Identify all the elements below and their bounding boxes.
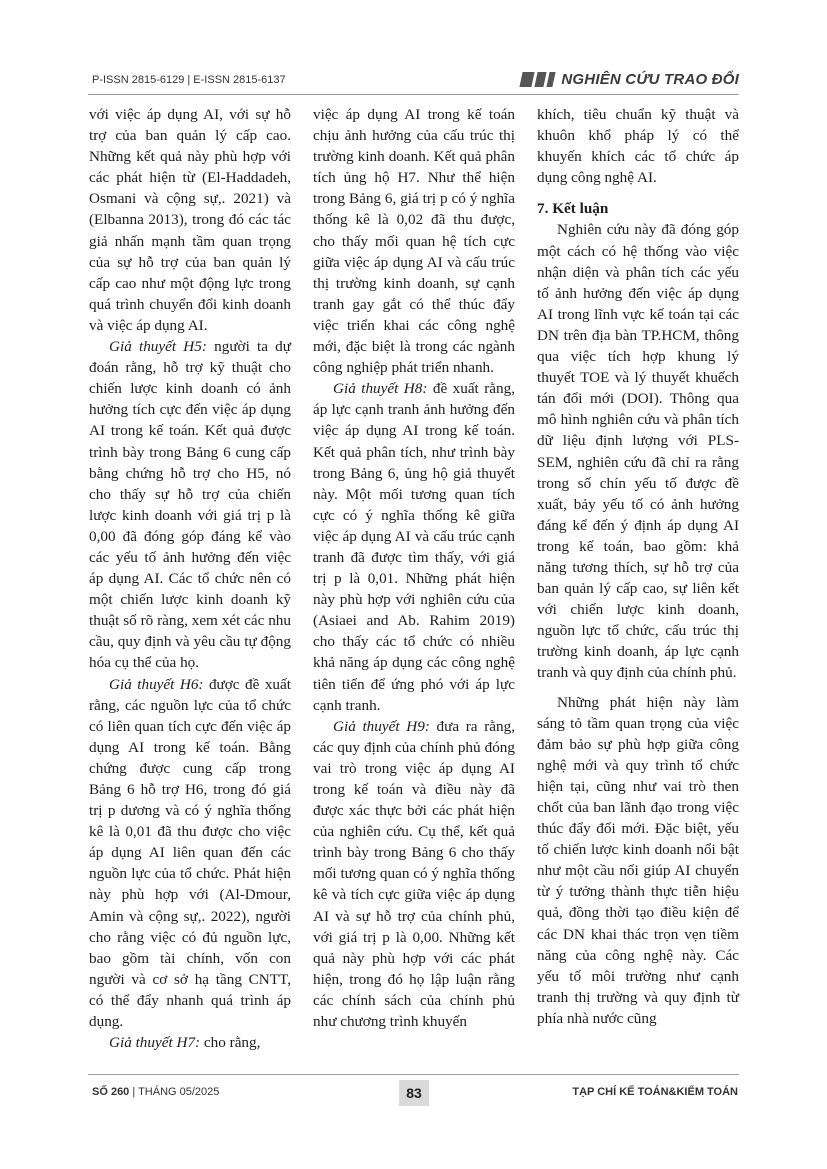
hypothesis-label: Giả thuyết H6: [109, 675, 204, 693]
section-heading: 7. Kết luận [537, 200, 609, 218]
section-header [521, 70, 739, 88]
paragraph-h9 [313, 716, 515, 1032]
hypothesis-text: đưa ra rằng, các quy định của chính phủ đóng vai trò trong việc áp dụng AI trong kế toán và điều này đã được xác thực bởi các phát hiện của nghiên cứu. Cụ thể, kết quả trình bày trong Bảng 6 cho thấy mối tương quan có ý nghĩa thống kê và tích cực giữa việc áp dụng AI và sự hỗ trợ của chính phủ, với giá trị p là 0,00. Những kết quả này phù hợp với các phát hiện, trong đó họ lập luận rằng các chính sách của chính phủ như chương trình khuyến [313, 717, 515, 1031]
hypothesis-label: Giả thuyết H8: [333, 380, 428, 398]
paragraph: Những phát hiện này làm sáng tỏ tầm quan trọng của việc đảm bảo sự phù hợp giữa công nghệ mới và quy trình tổ chức hiện tại, cũng như vai trò then chốt của ban lãnh đạo trong việc thúc đẩy đổi mới. Đặc biệt, yếu tố chiến lược kinh doanh nổi bật như một cầu nối giúp AI chuyển từ ý tưởng thành thực tiễn hiệu quả, đồng thời tạo điều kiện để các DN khai thác trọn vẹn tiềm năng của công nghệ này. Các yếu tố môi trường như cạnh tranh thị trường và quy định từ phía nhà nước cũng [537, 693, 739, 1027]
header-bar-decoration [520, 72, 535, 87]
paragraph: với việc áp dụng AI, với sự hỗ trợ của ban quản lý cấp cao. Những kết quả này phù hợp với các phát hiện từ (El-Haddadeh, Osmani và cộng sự,. 2021) và (Elbanna 2013), trong đó các tác giả nhấn mạnh tầm quan trọng của sự hỗ trợ của ban quản lý cấp cao như một động lực trong quá trình chuyển đổi kinh doanh và việc áp dụng AI. [89, 106, 291, 334]
issue-number: SỐ 260 [92, 1086, 130, 1098]
header-bar-decoration [535, 72, 547, 87]
hypothesis-text: được đề xuất rằng, các nguồn lực của tổ chức có liên quan tích cực đến việc áp dụng AI trong kế toán. Bằng chứng được cung cấp trong Bảng 6 hỗ trợ H6, trong đó giá trị p dương và có ý nghĩa thống kê là 0,01 đã thu được cho việc áp dụng AI liên quan đến các nguồn lực của tổ chức. Phát hiện này phù hợp với (Al-Dmour, Amin và cộng sự,. 2022), người cho rằng việc có đủ nguồn lực, bao gồm tài chính, vốn con người và cơ sở hạ tầng CNTT, có thể đẩy nhanh quá trình áp dụng. [89, 675, 291, 1031]
header-divider [88, 94, 739, 95]
paragraph-h5 [89, 336, 291, 674]
issn-header: P-ISSN 2815-6129 | E-ISSN 2815-6137 [92, 74, 286, 86]
hypothesis-label: Giả thuyết H7: [109, 1034, 201, 1052]
text-column-2 [313, 104, 515, 1032]
hypothesis-text: đề xuất rằng, áp lực cạnh tranh ảnh hưởng đến việc áp dụng AI trong kế toán. Kết quả phân tích, như trình bày trong Bảng 6, ủng hộ giả thuyết này. Một mối tương quan tích cực có ý nghĩa thống kê giữa việc áp dụng AI và cấu trúc cạnh tranh đã được tìm thấy, với giá trị p là 0,01. Những phát hiện này phù hợp với nghiên cứu của (Asiaei and Ab. Rahim 2019) cho thấy các tổ chức có nhiều khả năng áp dụng các công nghệ tiên tiến để ứng phó với áp lực cạnh tranh. [313, 380, 516, 714]
hypothesis-label: Giả thuyết H5: [109, 338, 207, 356]
paragraph-h7 [89, 1032, 291, 1053]
journal-name: TẠP CHÍ KẾ TOÁN&KIỂM TOÁN [572, 1086, 738, 1098]
paragraph-h8 [313, 378, 515, 716]
hypothesis-label: Giả thuyết H9: [333, 717, 430, 735]
issue-date: | THÁNG 05/2025 [129, 1086, 220, 1098]
paragraph-h6 [89, 674, 291, 1033]
header-bar-decoration [547, 72, 556, 87]
section-title: NGHIÊN CỨU TRAO ĐỔI [561, 70, 739, 88]
paragraph: Nghiên cứu này đã đóng góp một cách có hệ thống vào việc nhận diện và phân tích các yếu tố ảnh hưởng đến việc áp dụng AI trong lĩnh vực kế toán tại các DN trên địa bàn TP.HCM, thông qua việc tích hợp khung lý thuyết TOE và lý thuyết khuếch tán đổi mới (DOI). Thông qua mô hình nghiên cứu và phân tích dữ liệu định lượng với PLS-SEM, nghiên cứu đã chỉ ra rằng trong số chín yếu tố được đề xuất, bảy yếu tố có ảnh hưởng đáng kể đến ý định áp dụng AI trong kế toán, bao gồm: khả năng tương thích, sự hỗ trợ của ban quản lý cấp cao, sự liên kết với chiến lược kinh doanh, nguồn lực tổ chức, cấu trúc thị trường kinh doanh, áp lực cạnh tranh và quy định của chính phủ. [537, 221, 739, 682]
text-column-1 [89, 104, 291, 1053]
text-column-3 [537, 104, 739, 1029]
hypothesis-text: cho rằng, [200, 1034, 261, 1052]
paragraph: việc áp dụng AI trong kế toán chịu ảnh hưởng của cấu trúc thị trường kinh doanh. Kết quả phân tích ủng hộ H7. Như thể hiện trong Bảng 6, giá trị p có ý nghĩa thống kê là 0,02 đã thu được, cho thấy mối quan hệ tích cực giữa việc áp dụng AI và cấu trúc thị trường kinh doanh, sự cạnh tranh gay gắt có thể thúc đẩy việc triển khai các công nghệ mới, đặc biệt là trong các ngành công nghiệp phát triển nhanh. [313, 106, 515, 377]
footer-divider [88, 1074, 739, 1075]
hypothesis-text: người ta dự đoán rằng, hỗ trợ kỹ thuật cho chiến lược kinh doanh có ảnh hưởng tích cực đến việc áp dụng AI trong kế toán. Kết quả được trình bày trong Bảng 6 cung cấp bằng chứng hỗ trợ cho H5, nó cho thấy sự hỗ trợ của chiến lược kinh doanh với giá trị p là 0,00 đã đóng góp đáng kể vào các yếu tố ảnh hưởng đến việc áp dụng AI. Các tổ chức nên có một chiến lược kinh doanh kỹ thuật số rõ ràng, xem xét các nhu cầu, quy định và yêu cầu tự động hóa cụ thể của họ. [89, 338, 291, 672]
issue-info [92, 1086, 219, 1098]
page-number: 83 [399, 1080, 429, 1106]
paragraph: khích, tiêu chuẩn kỹ thuật và khuôn khổ pháp lý có thể khuyến khích các tổ chức áp dụng công nghệ AI. [537, 106, 739, 187]
